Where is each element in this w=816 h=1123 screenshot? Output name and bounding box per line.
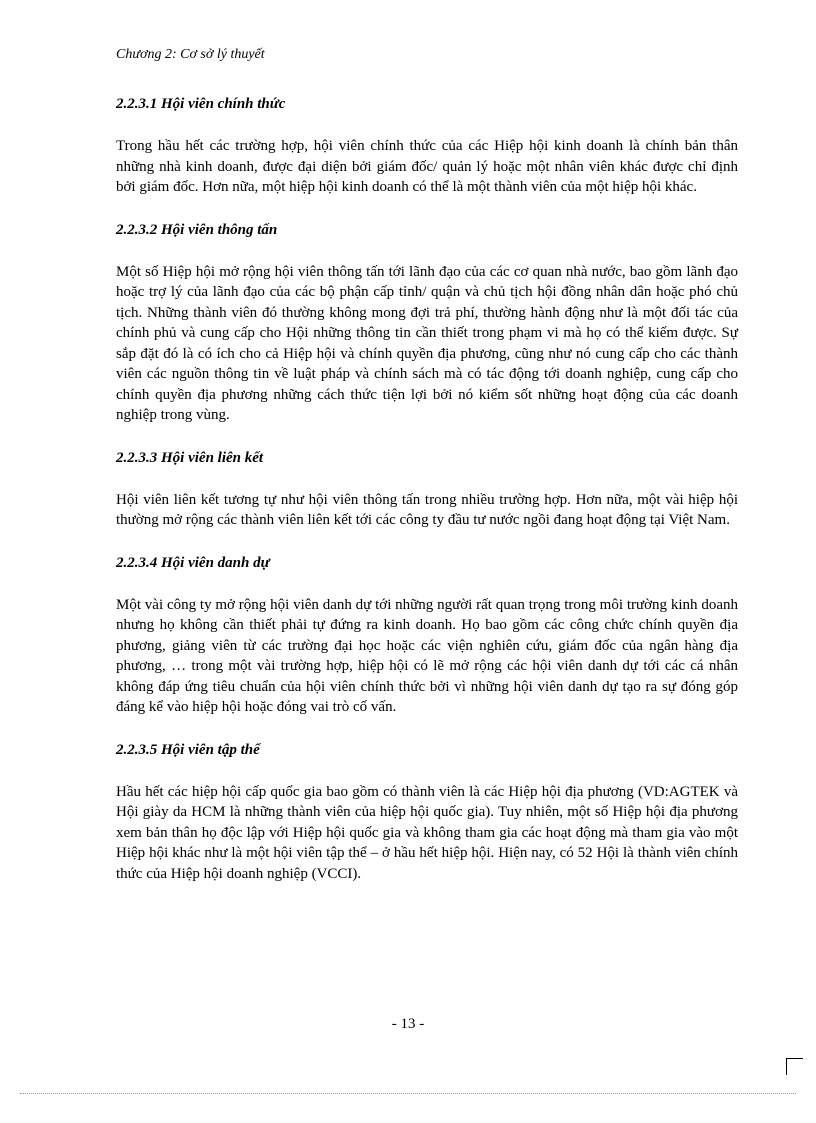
section-honorary-member xyxy=(116,553,738,718)
section-official-member xyxy=(116,94,738,198)
page-bottom-rule xyxy=(20,1093,796,1094)
section-paragraph: Trong hầu hết các trường hợp, hội viên chính thức của các Hiệp hội kinh doanh là chính bản thân những nhà kinh doanh, được đại diện bởi giám đốc/ quản lý hoặc một nhân viên khác được chỉ định bởi giám đốc. Hơn nữa, một hiệp hội kinh doanh có thể là một thành viên của một hiệp hội khác. xyxy=(116,138,738,195)
section-heading: 2.2.3.5 Hội viên tập thể xyxy=(116,741,260,758)
page-number: - 13 - xyxy=(391,1016,425,1032)
section-paragraph: Một số Hiệp hội mở rộng hội viên thông tấn tới lãnh đạo của các cơ quan nhà nước, bao gồm lãnh đạo hoặc trợ lý của lãnh đạo của các bộ phận cấp tỉnh/ quận và chủ tịch hội đồng nhân dân hoặc phó chủ tịch. Những thành viên đó thường không mong đợi trả phí, thường hành động như là một đối tác của chính phủ và cung cấp cho Hội những thông tin cần thiết trong phạm vi mà họ có thể kiếm được. Sự sắp đặt đó là có ích cho cả Hiệp hội và chính quyền địa phương, cũng như nó cung cấp cho các thành viên các nguồn thông tin về luật pháp và chính sách mà có tác động tới doanh nghiệp, cung cấp cho chính quyền địa phương những cách thức tiện lợi bởi nó kiểm sốt những hoạt động của các doanh nghiệp trong vùng. xyxy=(116,263,738,423)
section-paragraph: Hội viên liên kết tương tự như hội viên thông tấn trong nhiều trường hợp. Hơn nữa, một vài hiệp hội thường mở rộng các thành viên liên kết tới các công ty đầu tư nước ngồi đang hoạt động tại Việt Nam. xyxy=(116,491,738,528)
section-heading: 2.2.3.3 Hội viên liên kết xyxy=(116,449,264,466)
section-associate-member xyxy=(116,448,738,531)
section-correspondent-member xyxy=(116,220,738,426)
page-corner-mark xyxy=(786,1058,803,1075)
section-paragraph: Một vài công ty mở rộng hội viên danh dự tới những người rất quan trọng trong môi trường kinh doanh nhưng họ không cần thiết phải tự đứng ra kinh doanh. Họ bao gồm các công chức chính quyền địa phương, giảng viên từ các trường đại học hoặc các viện nghiên cứu, giám đốc của ngân hàng địa phương, … trong một vài trường hợp, hiệp hội có lẽ mở rộng các hội viên danh dự tới các cá nhân không đáp ứng tiêu chuẩn của hội viên chính thức bởi vì những hội viên danh dự tạo ra sự đóng góp đáng kể vào hiệp hội hoặc đóng vai trò cố vấn. xyxy=(116,596,738,715)
chapter-header: Chương 2: Cơ sở lý thuyết xyxy=(116,47,265,62)
section-heading: 2.2.3.4 Hội viên danh dự xyxy=(116,554,270,571)
section-collective-member xyxy=(116,740,738,885)
page-content xyxy=(116,94,738,906)
section-heading: 2.2.3.1 Hội viên chính thức xyxy=(116,96,286,112)
section-heading: 2.2.3.2 Hội viên thông tấn xyxy=(116,221,278,238)
section-paragraph: Hầu hết các hiệp hội cấp quốc gia bao gồm có thành viên là các Hiệp hội địa phương (VD:AGTEK và Hội giày da HCM là những thành viên của hiệp hội quốc gia). Tuy nhiên, một số Hiệp hội địa phương xem bản thân họ độc lập với Hiệp hội quốc gia và không tham gia các hoạt động mà tham gia vào một Hiệp hội khác như là một hội viên tập thể – ở hầu hết hiệp hội. Hiện nay, có 52 Hội là thành viên chính thức của Hiệp hội doanh nghiệp (VCCI). xyxy=(116,783,738,882)
